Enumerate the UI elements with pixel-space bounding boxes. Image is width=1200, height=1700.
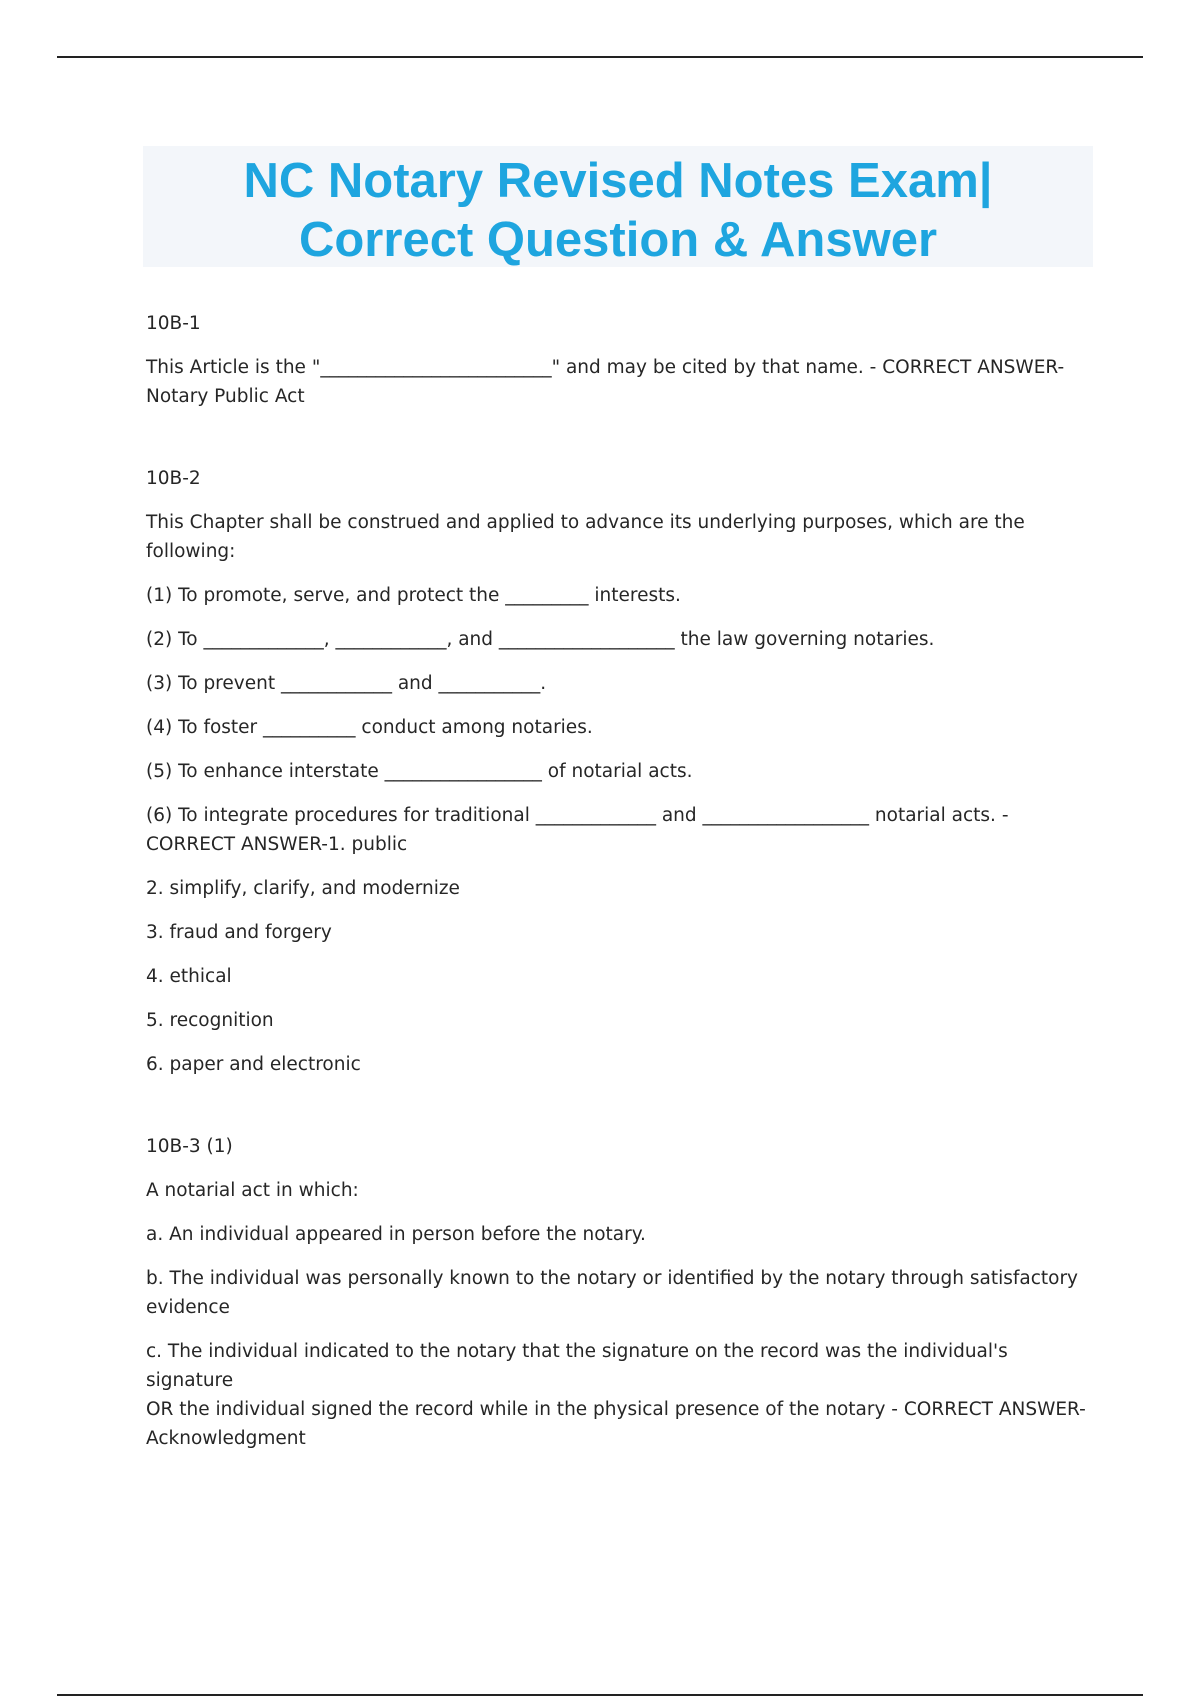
- section-heading: 10B-2: [146, 468, 201, 489]
- text-line: evidence: [146, 1297, 230, 1318]
- text-line: a. An individual appeared in person before the notary.: [146, 1224, 646, 1245]
- text-line: This Chapter shall be construed and applied to advance its underlying purposes, which are the following:: [146, 512, 1025, 562]
- section-spacer: [146, 426, 1096, 464]
- text-line: This Article is the "_________________________" and may be cited by that name. - CORRECT ANSWER-: [146, 357, 1065, 378]
- answer-line: 2. simplify, clarify, and modernize: [146, 878, 460, 899]
- title-line-2: Correct Question & Answer: [298, 213, 938, 267]
- answer-line: 4. ethical: [146, 966, 232, 987]
- text-line: (3) To prevent ____________ and ___________.: [146, 673, 547, 694]
- section-10b-2: [146, 464, 1096, 1079]
- text-line: b. The individual was personally known to the notary or identified by the notary through satisfactory: [146, 1268, 1079, 1289]
- text-line: c. The individual indicated to the notary that the signature on the record was the individual's signature: [146, 1341, 1008, 1391]
- title-banner: [143, 146, 1093, 267]
- question-text: [146, 1264, 1096, 1322]
- answer-line: 6. paper and electronic: [146, 1054, 361, 1075]
- section-spacer: [146, 1094, 1096, 1132]
- text-line: (4) To foster __________ conduct among notaries.: [146, 717, 593, 738]
- section-heading: 10B-1: [146, 313, 201, 334]
- question-answer-text: [146, 801, 1096, 859]
- text-line: (6) To integrate procedures for traditional _____________ and __________________ notarial acts. -: [146, 805, 1009, 826]
- text-line: Acknowledgment: [146, 1428, 306, 1449]
- section-10b-1: [146, 309, 1096, 411]
- document-body: [146, 309, 1096, 1468]
- question-answer-text: [146, 1337, 1096, 1453]
- text-line: Notary Public Act: [146, 386, 305, 407]
- footer-rule: [57, 1694, 1143, 1696]
- title-line-1: NC Notary Revised Notes Exam|: [243, 154, 993, 208]
- text-line: A notarial act in which:: [146, 1180, 359, 1201]
- header-rule: [57, 56, 1143, 58]
- text-line: OR the individual signed the record while in the physical presence of the notary - CORRECT ANSWER-: [146, 1399, 1086, 1420]
- text-line: (2) To _____________, ____________, and ___________________ the law governing notaries.: [146, 629, 935, 650]
- text-line: (1) To promote, serve, and protect the _________ interests.: [146, 585, 681, 606]
- section-10b-3-1: [146, 1132, 1096, 1453]
- text-line: (5) To enhance interstate _________________ of notarial acts.: [146, 761, 693, 782]
- answer-line: 3. fraud and forgery: [146, 922, 332, 943]
- answer-line: 5. recognition: [146, 1010, 274, 1031]
- question-answer-text: [146, 353, 1096, 411]
- text-line: CORRECT ANSWER-1. public: [146, 834, 408, 855]
- section-heading: 10B-3 (1): [146, 1136, 233, 1157]
